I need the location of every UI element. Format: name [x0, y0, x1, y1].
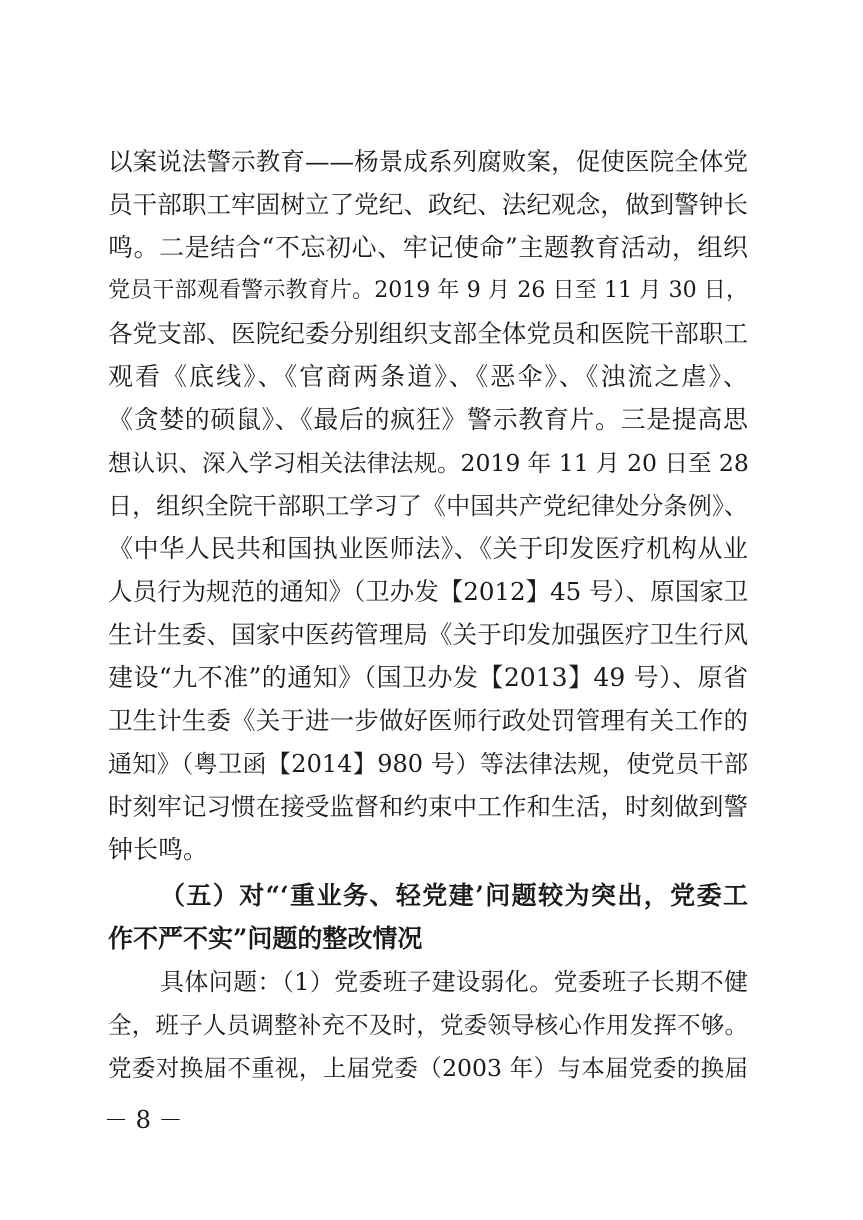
body-text-line: 观看《底线》、《官商两条道》、《恶伞》、《浊流之虐》、: [108, 362, 748, 391]
body-text-line: 时刻牢记习惯在接受监督和约束中工作和生活，时刻做到警: [108, 792, 748, 821]
body-text-line: 建设“九不准”的通知》（国卫办发【2013】49 号）、原省: [108, 663, 748, 692]
body-text-line: 日，组织全院干部职工学习了《中国共产党纪律处分条例》、: [108, 492, 748, 520]
page-number: － 8 －: [104, 1106, 183, 1134]
body-text-line: 党员干部观看警示教育片。2019 年 9 月 26 日至 11 月 30 日，: [108, 278, 748, 303]
body-text-line: 员干部职工牢固树立了党纪、政纪、法纪观念，做到警钟长: [108, 190, 748, 219]
body-text-line: 以案说法警示教育——杨景成系列腐败案，促使医院全体党: [108, 147, 748, 176]
body-text-line: 钟长鸣。: [108, 835, 209, 864]
body-text-line: 《贪婪的硕鼠》、《最后的疯狂》警示教育片。三是提高思: [108, 405, 748, 434]
section-heading-line: 作不严不实”问题的整改情况: [108, 924, 423, 953]
problem-text-line: 党委对换届不重视，上届党委（2003 年）与本届党委的换届: [108, 1054, 748, 1082]
body-text-line: 通知》（粤卫函【2014】980 号）等法律法规，使党员干部: [108, 750, 748, 778]
body-text-line: 卫生计生委《关于进一步做好医师行政处罚管理有关工作的: [108, 706, 748, 735]
problem-text-line: 全，班子人员调整补充不及时，党委领导核心作用发挥不够。: [108, 1011, 748, 1039]
problem-text-line: 具体问题：（1）党委班子建设弱化。党委班子长期不健: [160, 968, 748, 996]
body-text-line: 鸣。二是结合“不忘初心、牢记使命”主题教育活动，组织: [108, 233, 748, 262]
body-text-line: 各党支部、医院纪委分别组织支部全体党员和医院干部职工: [108, 319, 748, 348]
section-heading-line: （五）对“‘重业务、轻党建’问题较为突出，党委工: [160, 881, 748, 910]
body-text-line: 人员行为规范的通知》（卫办发【2012】45 号）、原国家卫: [108, 577, 749, 606]
body-text-line: 想认识、深入学习相关法律法规。2019 年 11 月 20 日至 28: [108, 449, 749, 477]
body-text-line: 生计生委、国家中医药管理局《关于印发加强医疗卫生行风: [108, 620, 748, 649]
body-text-line: 《中华人民共和国执业医师法》、《关于印发医疗机构从业: [108, 534, 748, 563]
